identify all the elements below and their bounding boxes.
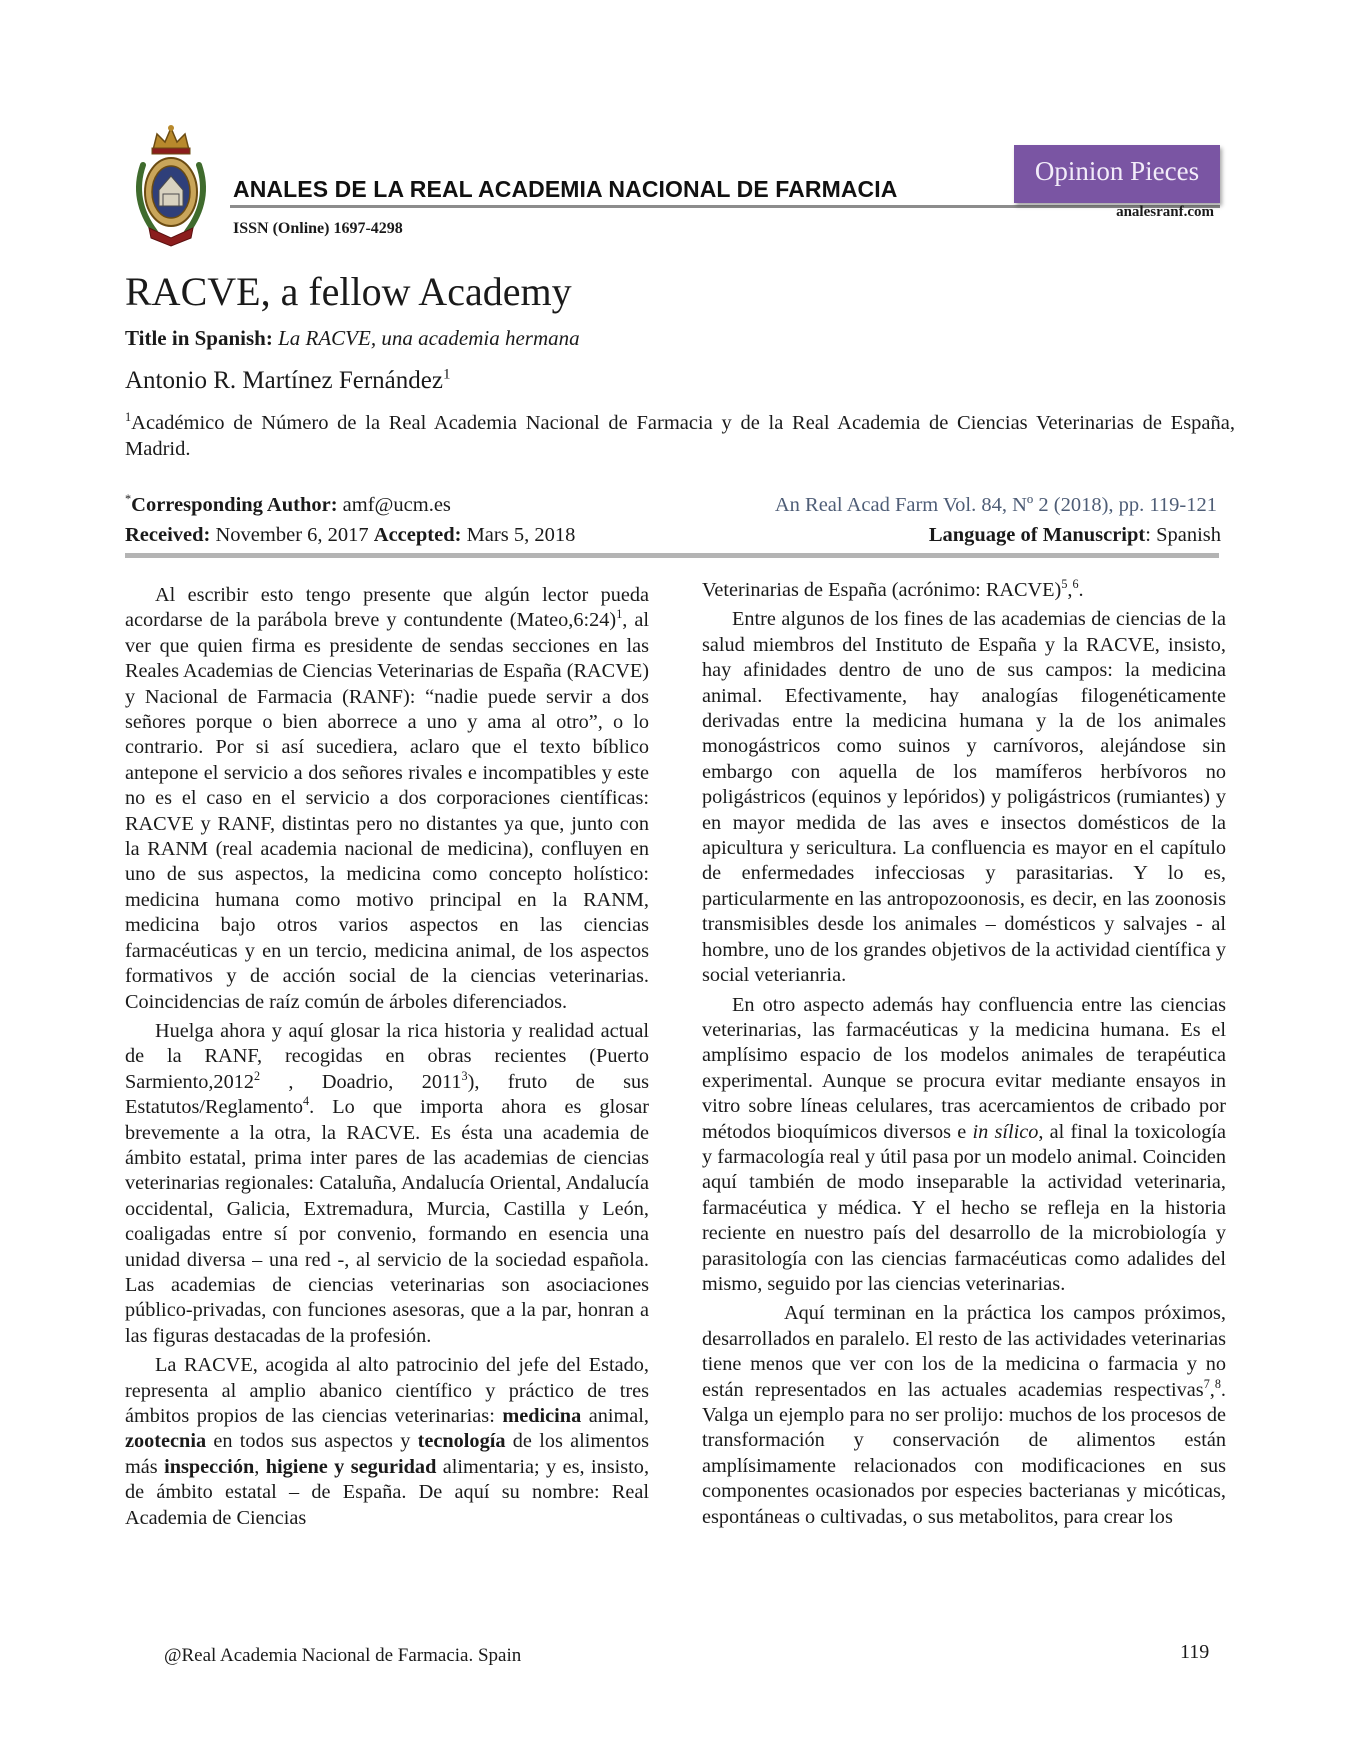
journal-website-link[interactable]: analesranf.com — [1116, 204, 1214, 220]
reference-marker: 7 — [1203, 1376, 1210, 1391]
paragraph: La RACVE, acogida al alto patrocinio del jefe del Estado, representa al amplio abanico científico y práctico de tres ámbitos propios de las ciencias veterinarias: medicina animal, zootecnia en todos sus aspectos y tecnología de los alimentos más inspección, higiene y seguridad alimentaria; y es, insisto, de ámbito estatal – de España. De aquí su nombre: Real Academia de Ciencias — [125, 1354, 650, 1529]
journal-name: ANALES DE LA REAL ACADEMIA NACIONAL DE FARMACIA — [233, 176, 898, 202]
reference-marker: 4 — [303, 1094, 310, 1109]
language-label: Language of Manuscript — [928, 524, 1146, 546]
language-value: Spanish — [1156, 524, 1221, 546]
paragraph: En otro aspecto además hay confluencia entre las ciencias veterinarias, las farmacéuticas y la medicina humana. Es el amplísimo espacio de los modelos animales de terapéutica experimental. Aunque se procura evitar mediante ensayos in vitro sobre líneas celulares, tras acercamientos de cribado por métodos bioquímicos diversos e in sílico, al final la toxicología y farmacología real y útil pasa por un modelo animal. Coinciden aquí también de modo inseparable la actividad veterinaria, farmacéutica y médica. Y el hecho se refleja en la historia reciente en nuestro país del desarrollo de la microbiología y parasitología con las ciencias farmacéuticas como adalides del mismo, seguido por las ciencias veterinarias. — [702, 993, 1226, 1295]
reference-marker: 2 — [254, 1068, 261, 1083]
affiliation-number: 1 — [125, 410, 132, 425]
received-label: Received: — [125, 524, 211, 546]
section-badge-label: Opinion Pieces — [1034, 156, 1200, 186]
paragraph: Al escribir esto tengo presente que algún lector pueda acordarse de la parábola breve y contundente (Mateo,6:24)$^1$, al ver que quien firma es presidente de sendas secciones en las Reales Academias de Ciencias Veterinarias de España (RACVE) y Nacional de Farmacia (RANF): “nadie puede servir a dos señores porque o bien aborrece a uno y ama al otro”, o lo contrario. Por si así sucediera, aclaro que el texto bíblico antepone el servicio a dos señores rivales e incompatibles y este no es el caso en el servicio a dos corporaciones científicas: RACVE y RANF, distintas pero no distantes ya que, junto con la RANM (real academia nacional de medicina), confluyen en uno de sus aspectos, la medicina como concepto holístico: medicina humana como motivo principal en la RANM, medicina bajo otros varios aspectos en las ciencias farmacéuticas y en un tercio, medicina animal, de los aspectos formativos y de acción social de la ciencias veterinarias. Coincidencias de raíz común de árboles diferenciados. — [125, 584, 649, 1013]
affiliation-text: Académico de Número de la Real Academia Nacional de Farmacia y de la Real Academia de Ciencias Veterinarias de España, Madrid. — [125, 412, 1235, 460]
author-name-text: Antonio R. Martínez Fernández — [125, 367, 443, 394]
reference-marker: 6 — [1072, 577, 1079, 592]
header-divider — [230, 205, 1220, 208]
metadata-divider — [125, 553, 1219, 558]
issn: ISSN (Online) 1697-4298 — [233, 220, 403, 237]
reference-marker: 8 — [1214, 1376, 1221, 1391]
footer-copyright: @Real Academia Nacional de Farmacia. Spain — [164, 1645, 522, 1666]
author-affiliation — [125, 410, 1235, 462]
section-badge — [1014, 145, 1220, 203]
accepted-label: Accepted: — [373, 524, 462, 546]
accepted-date: Mars 5, 2018 — [466, 524, 576, 546]
corresponding-label: Corresponding Author: — [131, 494, 338, 516]
author-affiliation-ref: 1 — [442, 366, 451, 383]
article-title: RACVE, a fellow Academy — [125, 269, 572, 314]
spanish-title-label: Title in Spanish: — [125, 326, 273, 350]
paragraph: Veterinarias de España (acrónimo: RACVE)$^5$,$^6$. — [702, 577, 1084, 601]
paragraph: Entre algunos de los fines de las academias de ciencias de la salud miembros del Instituto de España y la RACVE, insisto, hay afinidades dentro de uno de sus campos: la medicina animal. Efectivamente, hay analogías filogenéticamente derivadas entre la medicina humana y la de los animales monogástricos como suinos y carnívoros, alejándose sin embargo con aquella de los mamíferos herbívoros no poligástricos (equinos y lepóridos) y poligástricos (rumiantes) y en mayor medida de las aves e insectos domésticos de la apicultura y sericultura. La confluencia es mayor en el capítulo de enfermedades infecciosas y parasitarias. Y lo es, particularmente en las antropozoonosis, es decir, en las zoonosis transmisibles desde los animales – domésticos y salvajes - al hombre, uno de los grandes objetivos de la actividad científica y social veterianria. — [702, 608, 1226, 987]
reference-marker: 5 — [1061, 577, 1068, 592]
spanish-title — [125, 326, 580, 351]
corresponding-mark: * — [125, 492, 132, 507]
reference-marker: 1 — [616, 607, 623, 622]
corresponding-author — [125, 494, 451, 517]
paragraph: Huelga ahora y aquí glosar la rica historia y realidad actual de la RANF, recogidas en obras recientes (Puerto Sarmiento,2012$^2$ , Doadrio, 2011$^3$), fruto de sus Estatutos/Reglamento$^4$. Lo que importa ahora es glosar brevemente a la otra, la RACVE. Es ésta una academia de ámbito estatal, prima inter pares de las academias de ciencias veterinarias regionales: Cataluña, Andalucía Oriental, Andalucía occidental, Galicia, Extremadura, Murcia, Castilla y León, coaligadas entre sí por convenio, formando en esencia una unidad diversa – una red -, al servicio de la sociedad española. Las academias de ciencias veterinarias son asociaciones público-privadas, con funciones asesoras, que a la par, honran a las figuras destacadas de la profesión. — [125, 1019, 649, 1347]
author-name — [125, 367, 450, 395]
reference-marker: 3 — [461, 1068, 468, 1083]
spanish-title-text: La RACVE, una academia hermana — [278, 326, 580, 350]
received-accepted-dates — [125, 524, 575, 547]
manuscript-language: Language of Manuscript: Spanish — [928, 524, 1221, 546]
academy-crest-logo — [125, 120, 217, 250]
page-number: 119 — [1180, 1641, 1210, 1663]
body-column-left — [125, 583, 649, 1535]
article-citation: An Real Acad Farm Vol. 84, Nº 2 (2018), pp. 119-121 — [774, 494, 1217, 516]
received-date: November 6, 2017 — [215, 524, 369, 546]
corresponding-email[interactable]: amf@ucm.es — [342, 494, 451, 516]
body-column-right — [702, 578, 1226, 1534]
paragraph: Aquí terminan en la práctica los campos próximos, desarrollados en paralelo. El resto de las actividades veterinarias tiene menos que ver con los de la medicina o farmacia y no están representados en las actuales academias respectivas$^7$,$^8$. Valga un ejemplo para no ser prolijo: muchos de los procesos de transformación y conservación de alimentos están amplísimamente relacionados con modificaciones en sus componentes ocasionados por especies bacterianas y micóticas, espontáneas o cultivadas, o sus metabolitos, para crear los — [702, 1302, 1226, 1528]
